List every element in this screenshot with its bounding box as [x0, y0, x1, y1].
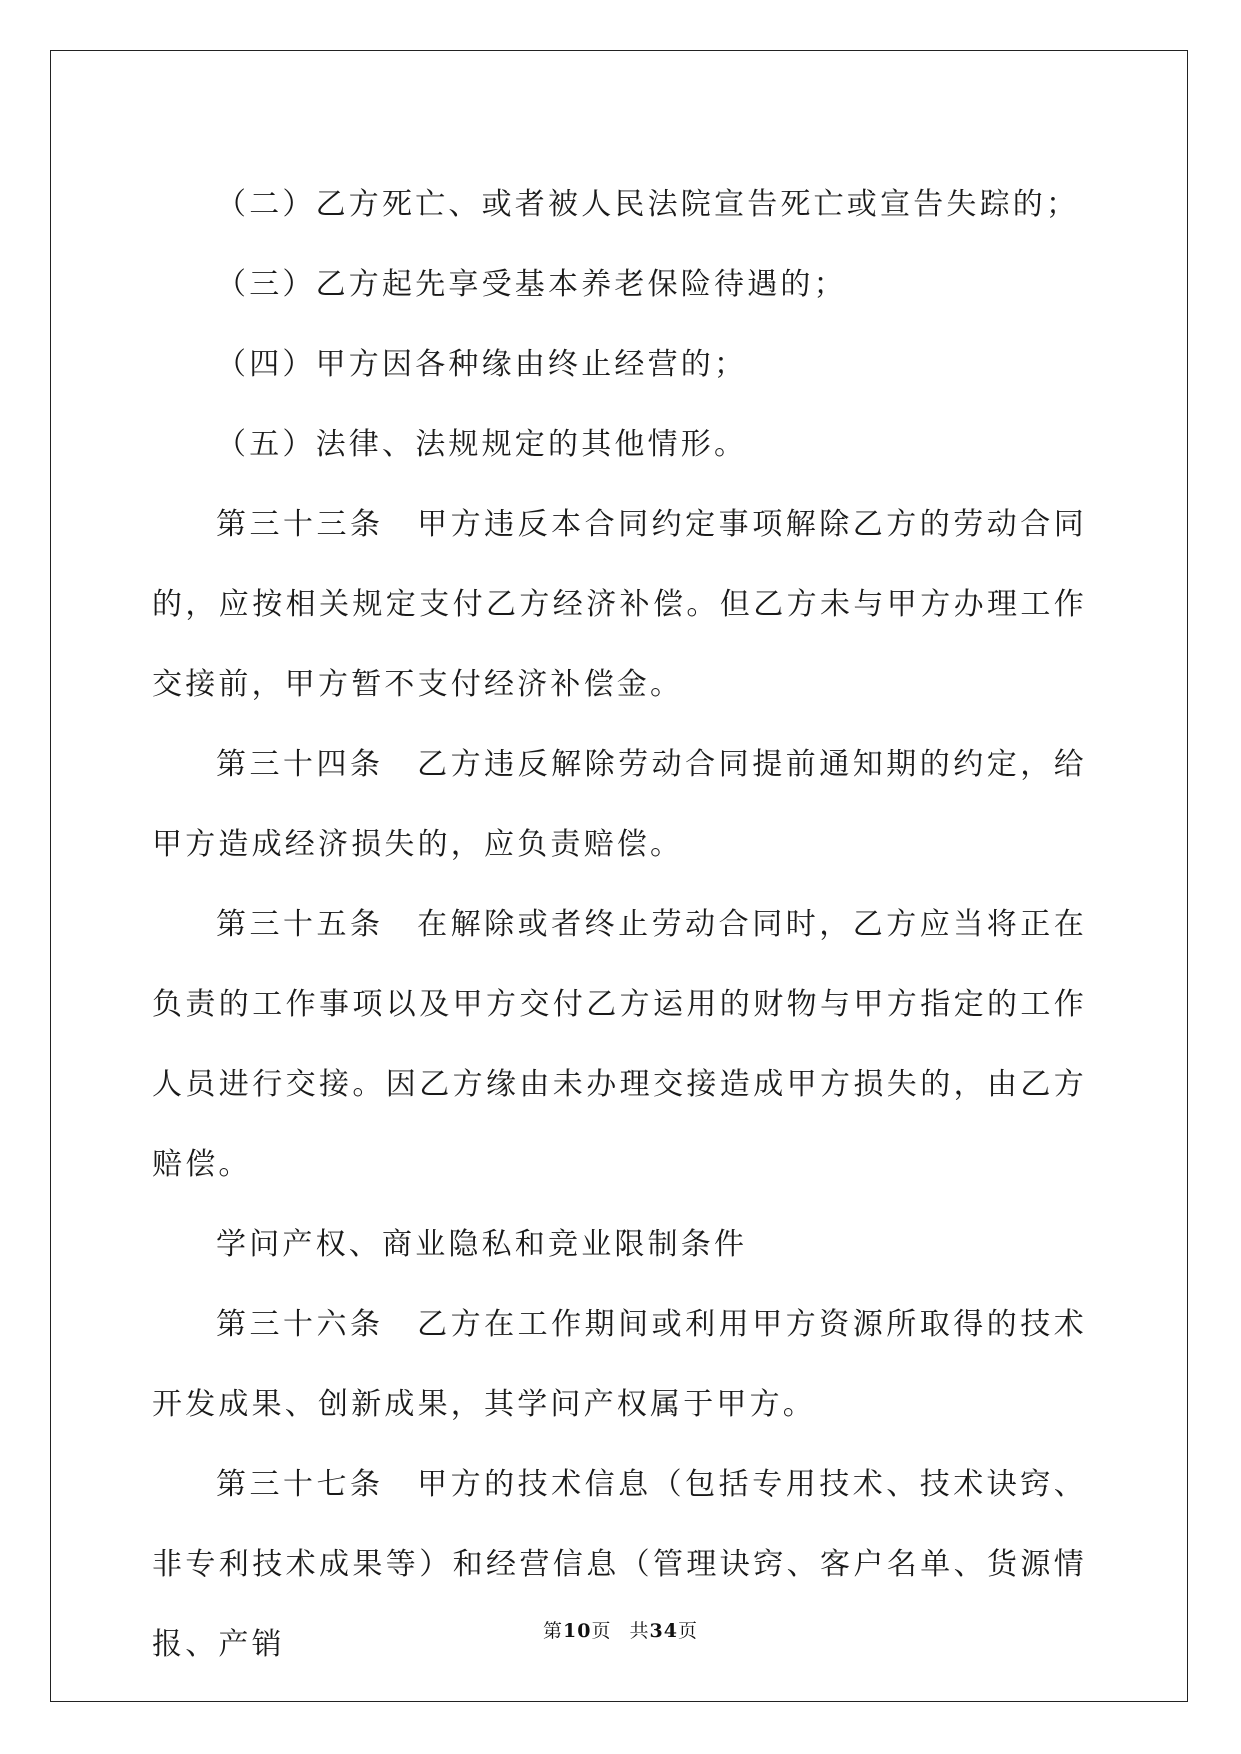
paragraph-item-4: （四）甲方因各种缘由终止经营的； — [216, 347, 748, 382]
footer-page-word: 页 — [591, 1620, 612, 1642]
footer-total-prefix: 共 — [629, 1620, 650, 1642]
article-37: 第三十七条 甲方的技术信息（包括专用技术、技术诀窍、非专利技术成果等）和经营信息（管理诀窍、客户名单、货源情报、产销 — [152, 1467, 1087, 1662]
paragraph-item-2: （二）乙方死亡、或者被人民法院宣告死亡或宣告失踪的； — [216, 187, 1080, 222]
document-body — [152, 165, 1087, 1685]
section-heading: 学问产权、商业隐私和竞业限制条件 — [216, 1227, 748, 1262]
current-page-number: 10 — [563, 1620, 592, 1642]
article-34: 第三十四条 乙方违反解除劳动合同提前通知期的约定，给甲方造成经济损失的，应负责赔偿。 — [152, 747, 1087, 862]
total-pages-number: 34 — [649, 1620, 678, 1642]
footer-total-word: 页 — [677, 1620, 698, 1642]
footer-prefix: 第 — [543, 1620, 564, 1642]
paragraph-item-3: （三）乙方起先享受基本养老保险待遇的； — [216, 267, 847, 302]
article-33: 第三十三条 甲方违反本合同约定事项解除乙方的劳动合同的，应按相关规定支付乙方经济补偿。但乙方未与甲方办理工作交接前，甲方暂不支付经济补偿金。 — [152, 507, 1087, 702]
article-35: 第三十五条 在解除或者终止劳动合同时，乙方应当将正在负责的工作事项以及甲方交付乙方运用的财物与甲方指定的工作人员进行交接。因乙方缘由未办理交接造成甲方损失的，由乙方赔偿。 — [152, 907, 1087, 1182]
article-36: 第三十六条 乙方在工作期间或利用甲方资源所取得的技术开发成果、创新成果，其学问产权属于甲方。 — [152, 1307, 1087, 1422]
paragraph-item-5: （五）法律、法规规定的其他情形。 — [216, 427, 748, 462]
page-footer — [0, 1616, 1241, 1643]
